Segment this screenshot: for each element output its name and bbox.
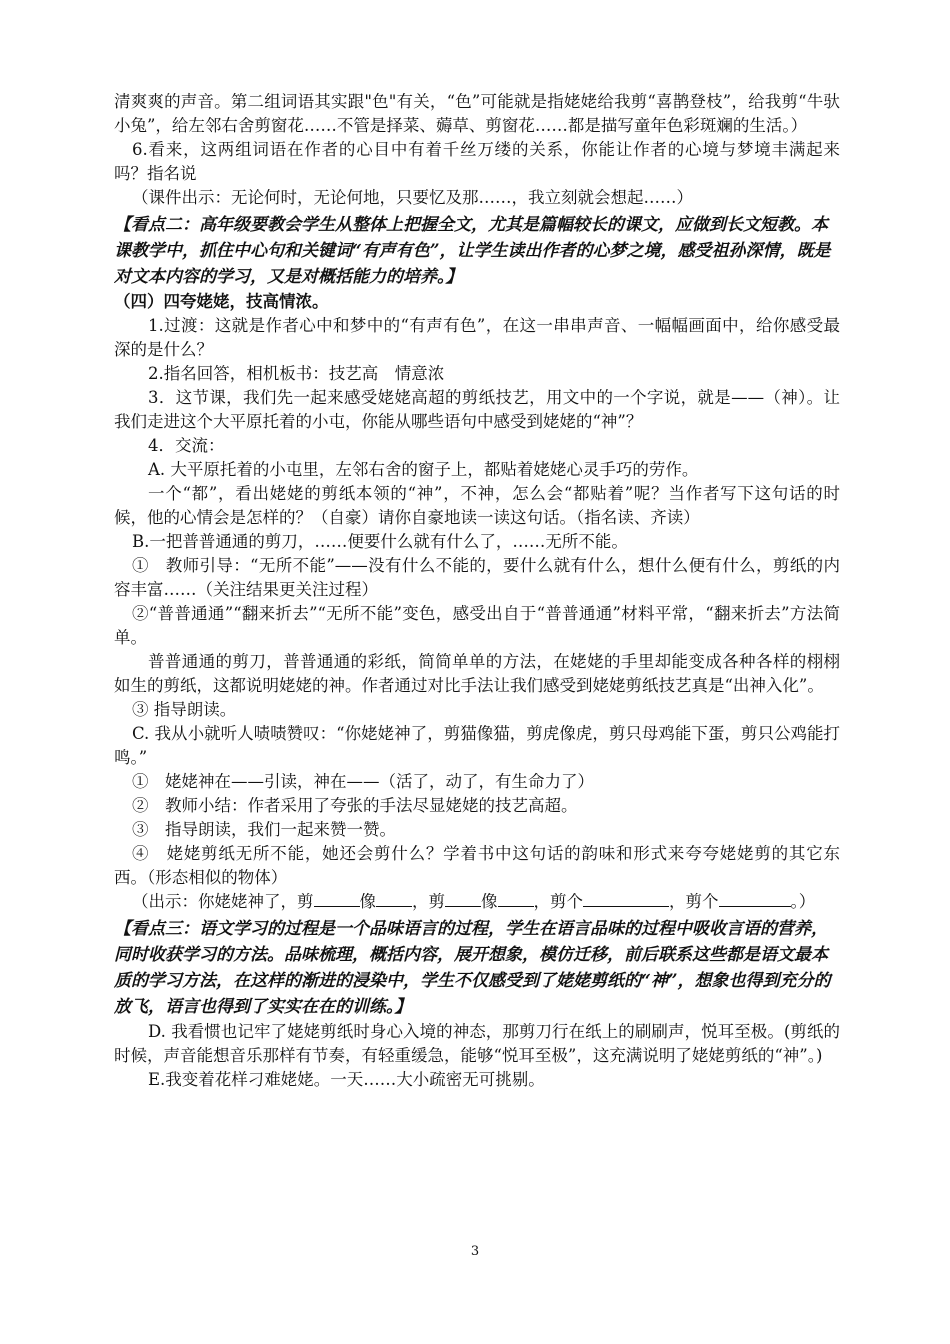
item-e: E.我变着花样刁难姥姥。一天……大小疏密无可挑剔。: [148, 1070, 545, 1089]
fill-xiang-2: 像: [481, 892, 498, 911]
fill-blank: [498, 890, 534, 907]
fill-comma-3: ，剪个: [669, 892, 719, 911]
item-a: A. 大平原托着的小屯里，左邻右舍的窗子上，都贴着姥姥心灵手巧的劳作。: [148, 460, 699, 479]
fill-xiang-1: 像: [359, 892, 376, 911]
item-c: C. 我从小就听人啧啧赞叹：“你姥姥神了，剪猫像猫，剪虎像虎，剪只母鸡能下蛋，剪只公鸡能打鸣。”: [114, 724, 840, 767]
item-b: B.一把普普通通的剪刀，……便要什么就有什么了，……无所不能。: [132, 532, 628, 551]
item-b-2: ②“普普通通”“翻来折去”“无所不能”变色，感受出自于“普普通通”材料平常，“翻来折去”方法简单。: [114, 604, 840, 647]
fill-blank: [314, 890, 360, 907]
fill-blank: [445, 890, 481, 907]
paragraph-color-words: 清爽爽的声音。第二组词语其实跟"色"有关，“色”可能就是指姥姥给我剪“喜鹊登枝”，给我剪“牛驮小兔”，给左邻右舍剪窗花……不管是择菜、薅草、剪窗花……都是描写童年色彩斑斓的生活。）: [114, 92, 840, 135]
item-c-4: ④ 姥姥剪纸无所不能，她还会剪什么？学着书中这句话的韵味和形式来夸夸姥姥剪的其它东西。（形态相似的物体）: [114, 844, 840, 887]
fill-prefix: （出示：你姥姥神了，剪: [132, 892, 314, 911]
step-4-exchange: 4．交流：: [148, 436, 225, 455]
item-b-note: 普普通通的剪刀，普普通通的彩纸，简简单单的方法，在姥姥的手里却能变成各种各样的栩栩如生的剪纸，这都说明姥姥的神。作者通过对比手法让我们感受到姥姥剪纸技艺真是“出神入化”。: [114, 652, 840, 695]
step-3-lesson: 3．这节课，我们先一起来感受姥姥高超的剪纸技艺，用文中的一个字说，就是——（神）。让我们走进这个大平原托着的小屯，你能从哪些语句中感受到姥姥的“神”？: [114, 388, 840, 431]
item-b-1: ① 教师引导：“无所不能”——没有什么不能的，要什么就有什么，想什么便有什么，剪纸的内容丰富……（关注结果更关注过程）: [114, 556, 840, 599]
item-b-3: ③ 指导朗读。: [132, 700, 237, 719]
step-6: 6.看来，这两组词语在作者的心目中有着千丝万缕的关系，你能让作者的心境与梦境丰满起来吗？指名说: [114, 140, 840, 183]
item-c-2: ② 教师小结：作者采用了夸张的手法尽显姥姥的技艺高超。: [132, 796, 578, 815]
fill-comma-1: ，剪: [412, 892, 445, 911]
item-d: D. 我看惯也记牢了姥姥剪纸时身心入境的神态，那剪刀行在纸上的刷刷声，悦耳至极。(剪纸的时候，声音能想音乐那样有节奏，有轻重缓急，能够“悦耳至极”，这充满说明了姥姥剪纸的“神”。): [114, 1022, 840, 1065]
section-heading-4: （四）四夸姥姥，技高情浓。: [114, 292, 329, 311]
fill-in-exercise: [114, 890, 840, 914]
item-c-3: ③ 指导朗读，我们一起来赞一赞。: [132, 820, 396, 839]
item-a-note: 一个“都”，看出姥姥的剪纸本领的“神”，不神，怎么会“都贴着”呢？当作者写下这句话的时候，他的心情会是怎样的？（自豪）请你自豪地读一读这句话。（指名读、齐读）: [114, 484, 840, 527]
highlight-2: 【看点二：高年级要教会学生从整体上把握全文，尤其是篇幅较长的课文，应做到长文短教。本课教学中，抓住中心句和关键词“有声有色”，让学生读出作者的心梦之境，感受祖孙深情，既是对文本内容的学习，又是对概括能力的培养。】: [114, 215, 831, 287]
step-1-transition: 1.过渡：这就是作者心中和梦中的“有声有色”，在这一串串声音、一幅幅画面中，给你感受最深的是什么？: [114, 316, 840, 359]
step-2-answer: 2.指名回答，相机板书：技艺高 情意浓: [148, 364, 445, 383]
fill-blank: [583, 890, 669, 907]
highlight-3: 【看点三：语文学习的过程是一个品味语言的过程，学生在语言品味的过程中吸收言语的营养，同时收获学习的方法。品味梳理，概括内容，展开想象，模仿迁移，前后联系这些都是语文最本质的学习方法，在这样的渐进的浸染中，学生不仅感受到了姥姥剪纸的“神”，想象也得到充分的放飞，语言也得到了实实在在的训练。】: [114, 919, 831, 1017]
courseware-display: （课件出示：无论何时，无论何地，只要忆及那……，我立刻就会想起……）: [132, 188, 693, 207]
page-number: 3: [470, 1244, 480, 1259]
fill-end: 。）: [790, 892, 816, 911]
fill-blank: [376, 890, 412, 907]
fill-blank: [719, 890, 791, 907]
item-c-1: ① 姥姥神在——引读，神在——（活了，动了，有生命力了）: [132, 772, 594, 791]
fill-comma-2: ，剪个: [533, 892, 583, 911]
document-body: [114, 90, 840, 1092]
